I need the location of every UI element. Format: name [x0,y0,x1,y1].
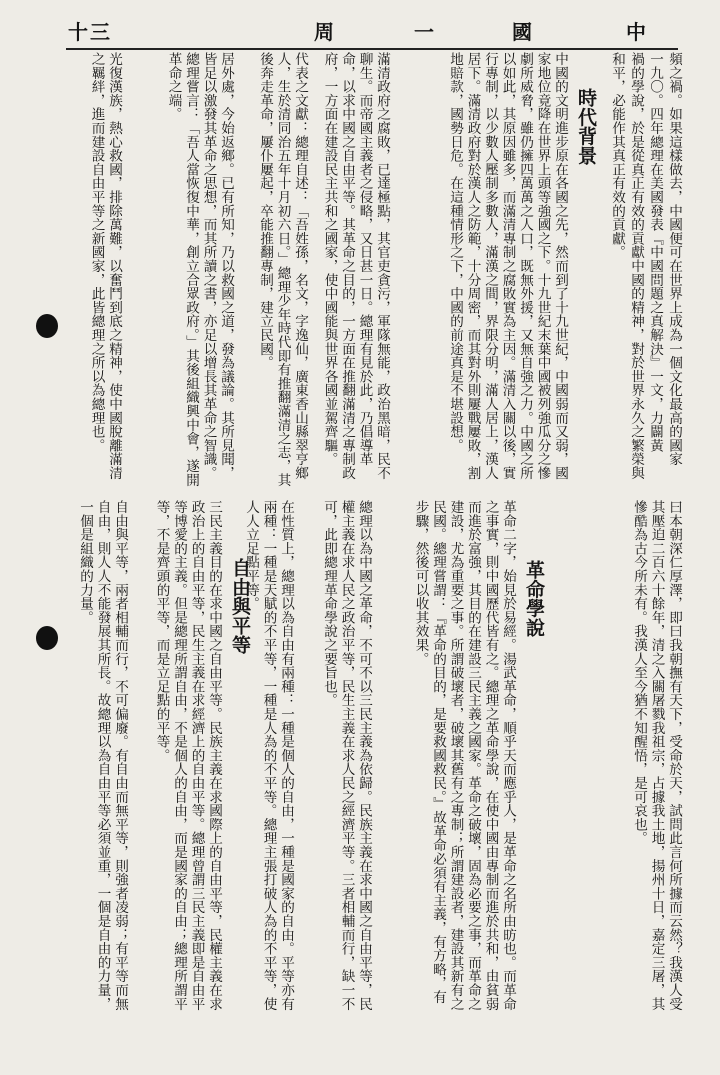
era-body-5: 光復漢族，熱心救國，排除萬難，以奮鬥到底之精神，使中國脫離滿清之羈絆，進而建設自由平等之新國家，此皆總理之所以為總理也。 [88,52,122,480]
intro-col-d: 和平，必能作其真正有效的貢獻。 [609,52,625,259]
intro-col-b: 一九〇。四年總理在美國發表『中國問題之真解決』一文，力闢黃 [647,52,663,453]
revolution-body-2: 總理以為中國之革命，不可不以三民主義為依歸。民族主義在求中國之自由平等，民權主義在求人民之政治平等，民生主義在求人民之經濟平等。三者相輔而行，缺一不可，此即總理革命學說之要旨也。 [321,500,372,1011]
masthead-char-4: 中 [626,20,648,44]
era-body-4: 居外處，今始返鄉。已有所知，乃以救國之道，發為議論。其所見聞，皆足以激發其革命之思想，而其所讀之書，亦足以增長其革命之智識。總理嘗言：「吾人當恢復中華，創立合眾政府。」其後組織興中會，遂開革命之端。 [165,52,234,487]
freedom-body-2: 自由與平等，兩者相輔而行，不可偏廢。有自由而無平等，則強者凌弱；有平等而無自由，則人人不能發展其所長。故總理以為自由平等必須並重，一個是自由的力量，一個是組織的力量。 [77,500,128,1011]
page-number: 十三 [68,20,112,44]
intro-col-a: 頻之禍。如果這樣做去，中國便可在世界上成為一個文化最高的國家 [666,52,682,466]
section-title-freedom: 自由與平等 [229,558,251,654]
lower-left-article [62,500,294,1015]
masthead-char-3: 國 [512,20,534,44]
section-title-era: 時代背景 [575,88,597,165]
binding-hole-bottom [36,626,58,650]
intro-col-c: 禍的學說，於是從真正有效的貢獻中國的精神，對於世界永久之繁榮與 [628,52,644,480]
revolution-intro: 曰本朝深仁厚澤，即曰我朝撫有天下，受命於天，試問此言何所據而云然？我漢人受其壓迫二百六十餘年，清之入關屠戮我祖宗，占據我土地，揚州十日，嘉定三屠，其慘酷為古今所未有。我漢人至今猶不知醒悟，是可哀也。 [631,500,682,1011]
freedom-body-3: 在性質上，總理以為自由有兩種：一種是個人的自由，一種是國家的自由。平等亦有兩種：一種是天賦的不平等，一種是人為的不平等。總理主張打破人為的不平等，使人人立足點平等。 [243,500,294,1011]
era-body-2: 滿清政府之腐敗，已達極點，其官吏貪污，軍隊無能，政治黑暗，民不聊生。而帝國主義者之侵略，又日甚一日。總理有見於此，乃倡導革命，以求中國之自由平等。其革命之目的，一方面在推翻滿清之專制政府，一方面在建設民主共和之國家，使中國能與世界各國並駕齊驅。 [321,52,390,480]
lower-right-article [300,500,682,1015]
masthead-char-1: 周 [314,20,336,44]
freedom-body-1: 三民主義目的在求中國之自由平等。民族主義在求國際上的自由平等，民權主義在求政治上的自由平等，民生主義在求經濟上的自由平等。總理曾謂三民主義即是自由平等博愛的主義。但是總理所謂自由，不是個人的自由，而是國家的自由；總理所謂平等，不是齊頭的平等，而是立足點的平等。 [153,500,222,1011]
era-body-3: 代表之文獻：總理自述：「吾姓孫，名文，字逸仙，廣東香山縣翠亨鄉人，生於清同治五年十月初六日。」總理少年時代即有推翻滿清之志，其後奔走革命，屢仆屢起，卒能推翻專制，建立民國。 [257,52,308,487]
era-body-1: 中國的文明進步原在各國之先，然而到了十九世紀，中國弱而又弱，國家地位竟降在世界上頭等強國之下。十九世紀末葉中國被列強瓜分之慘劇所威脅，雖仍擁四萬萬之人口，既無外援，又無自強之力。中國之所以如此，其原因雖多，而滿清專制之腐敗實為主因。滿清入關以後，實行專制，以少數人壓制多數人，滿漢之間，界限分明，滿人居上，漢人居下。滿清政府對於漢人之防範，十分周密，而其對外則屢戰屢敗，割地賠款，國勢日危。在這種情形之下，中國的前途真是不堪設想。 [447,52,568,480]
masthead-char-2: 一 [414,20,436,44]
page-header [66,14,678,50]
upper-article [72,52,682,492]
revolution-body-1: 革命二字，始見於易經。湯武革命，順乎天而應乎人，是革命之名所由昉也。而革命之事實，則中國歷代皆有之。總理之革命學說，在使中國由專制而進於共和，由貧弱而進於富強，其目的在建設三民主義之國家。革命之破壞，固為必要之事，而革命之建設，尤為重要之事。所謂破壞者，破壞其舊有之專制；所謂建設者，建設其新有之民國。總理嘗謂：『革命的目的，是要救國救民。』故革命必須有主義，有方略，有步驟，然後可以收其效果。 [412,500,516,1011]
binding-hole-top [36,314,58,338]
section-title-revolution: 革命學說 [523,560,545,637]
